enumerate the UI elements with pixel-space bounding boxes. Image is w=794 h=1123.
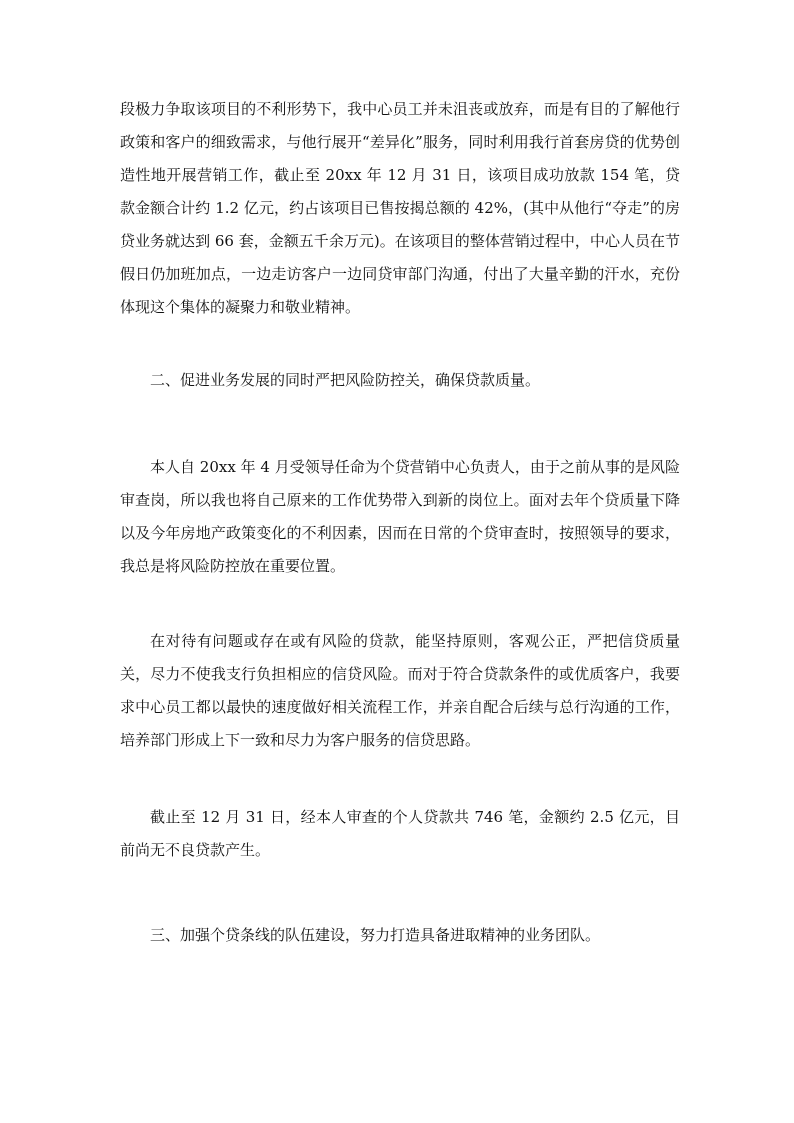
paragraph-risk-review: 本人自 20xx 年 4 月受领导任命为个贷营销中心负责人，由于之前从事的是风险审查岗，所以我也将自己原来的工作优势带入到新的岗位上。面对去年个贷质量下降以及今年房地产政策变化的不利因素，因而在日常的个贷审查时，按照领导的要求，我总是将风险防控放在重要位置。 [120, 458, 680, 575]
section-heading-three: 三、加强个贷条线的队伍建设，努力打造具备进取精神的业务团队。 [150, 926, 601, 944]
section-heading-two: 二、促进业务发展的同时严把风险防控关，确保贷款质量。 [150, 371, 541, 389]
paragraph-credit-principles: 在对待有问题或存在或有风险的贷款，能坚持原则，客观公正，严把信贷质量关，尽力不使我支行负担相应的信贷风险。而对于符合贷款条件的或优质客户，我要求中心员工都以最快的速度做好相关流程工作，并亲自配合后续与总行沟通的工作，培养部门形成上下一致和尽力为客户服务的信贷思路。 [120, 632, 680, 749]
paragraph-continuation: 段极力争取该项目的不利形势下，我中心员工并未沮丧或放弃，而是有目的了解他行政策和客户的细致需求，与他行展开“差异化”服务，同时利用我行首套房贷的优势创造性地开展营销工作，截止至 20xx 年 12 月 31 日，该项目成功放款 154 笔，贷款金额合计约 1.2 亿元，约占该项目已售按揭总额的 42%，(其中从他行“夺走”的房贷业务就达到 66 套，金额五千余万元)。在该项目的整体营销过程中，中心人员在节假日仍加班加点，一边走访客户一边同贷审部门沟通，付出了大量辛勤的汗水，充份体现这个集体的凝聚力和敬业精神。 [120, 100, 680, 316]
paragraph-loan-stats: 截止至 12 月 31 日，经本人审查的个人贷款共 746 笔，金额约 2.5 亿元，目前尚无不良贷款产生。 [120, 808, 680, 859]
